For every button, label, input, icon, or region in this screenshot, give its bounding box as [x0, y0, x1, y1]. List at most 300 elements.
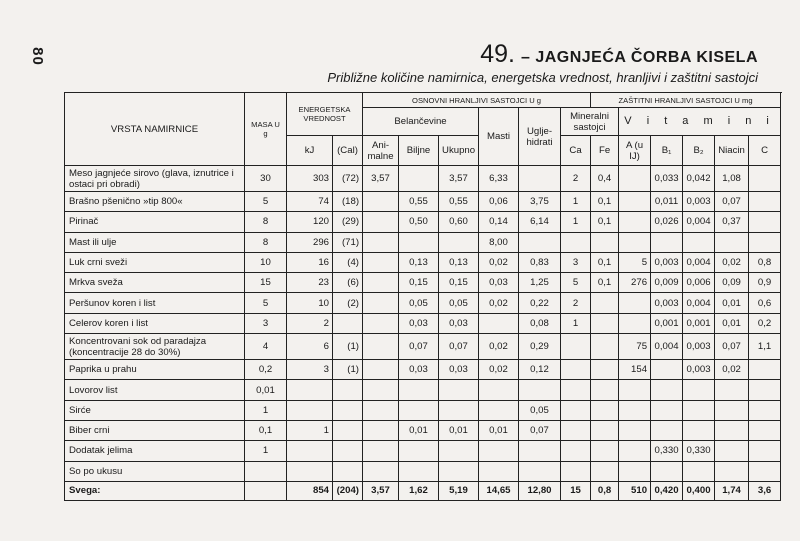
cell-animal [363, 252, 399, 272]
table-row [65, 441, 781, 461]
cell-carb: 3,75 [519, 192, 561, 212]
cell-plant: 0,01 [399, 420, 439, 440]
table-row [65, 232, 781, 252]
cell-c [749, 360, 781, 380]
cell-ca: 15 [561, 481, 591, 500]
cell-cal: (18) [333, 192, 363, 212]
header-animal: Ani-malne [363, 136, 399, 166]
cell-a [619, 192, 651, 212]
nutrition-table [64, 92, 781, 501]
cell-niacin [715, 232, 749, 252]
cell-total: 0,13 [439, 252, 479, 272]
cell-a [619, 441, 651, 461]
cell-c: 0,9 [749, 273, 781, 293]
cell-fe: 0,8 [591, 481, 619, 500]
header-mass: MASA U g [245, 93, 287, 166]
cell-kj: 3 [287, 360, 333, 380]
cell-mass: 1 [245, 400, 287, 420]
cell-total: 0,15 [439, 273, 479, 293]
cell-a: 5 [619, 252, 651, 272]
cell-kj: 854 [287, 481, 333, 500]
cell-a [619, 293, 651, 313]
cell-fat: 14,65 [479, 481, 519, 500]
cell-fat: 0,02 [479, 334, 519, 360]
cell-animal [363, 232, 399, 252]
cell-ca: 2 [561, 166, 591, 192]
cell-carb [519, 380, 561, 400]
cell-total: 0,03 [439, 360, 479, 380]
cell-mass [245, 481, 287, 500]
cell-plant [399, 380, 439, 400]
cell-cal: (4) [333, 252, 363, 272]
header-energy: ENERGETSKA VREDNOST [287, 93, 363, 136]
cell-fe: 0,1 [591, 212, 619, 232]
cell-a [619, 461, 651, 481]
cell-kj [287, 461, 333, 481]
cell-ca: 5 [561, 273, 591, 293]
table-row [65, 166, 781, 192]
cell-carb: 1,25 [519, 273, 561, 293]
cell-fe [591, 293, 619, 313]
header-fe: Fe [591, 136, 619, 166]
cell-b2: 0,004 [683, 252, 715, 272]
cell-a: 154 [619, 360, 651, 380]
cell-cal [333, 420, 363, 440]
cell-ca [561, 441, 591, 461]
cell-c: 0,6 [749, 293, 781, 313]
cell-food: Dodatak jelima [65, 441, 245, 461]
cell-b2: 0,330 [683, 441, 715, 461]
cell-niacin: 0,02 [715, 252, 749, 272]
cell-fe: 0,1 [591, 252, 619, 272]
cell-niacin [715, 441, 749, 461]
table-row [65, 380, 781, 400]
cell-c [749, 166, 781, 192]
table-row [65, 461, 781, 481]
cell-fe [591, 380, 619, 400]
cell-a [619, 420, 651, 440]
cell-carb: 0,12 [519, 360, 561, 380]
cell-carb [519, 461, 561, 481]
cell-a [619, 380, 651, 400]
cell-b2 [683, 461, 715, 481]
cell-b1: 0,003 [651, 293, 683, 313]
header-food: VRSTA NAMIRNICE [65, 93, 245, 166]
cell-mass: 8 [245, 212, 287, 232]
cell-kj [287, 400, 333, 420]
header-protective: ZAŠTITNI HRANLJIVI SASTOJCI U mg [591, 93, 781, 108]
header-vitamin-a: A (u IJ) [619, 136, 651, 166]
cell-fe [591, 420, 619, 440]
cell-ca [561, 360, 591, 380]
cell-niacin: 0,07 [715, 192, 749, 212]
cell-food: Sirće [65, 400, 245, 420]
cell-cal: (1) [333, 360, 363, 380]
cell-plant: 0,03 [399, 360, 439, 380]
cell-plant [399, 232, 439, 252]
page-title [480, 40, 758, 69]
cell-total: 5,19 [439, 481, 479, 500]
cell-animal [363, 461, 399, 481]
cell-cal: (72) [333, 166, 363, 192]
cell-plant: 0,05 [399, 293, 439, 313]
cell-c [749, 212, 781, 232]
cell-total: 0,01 [439, 420, 479, 440]
cell-ca: 1 [561, 313, 591, 333]
cell-animal: 3,57 [363, 166, 399, 192]
cell-food: Mrkva sveža [65, 273, 245, 293]
table-row [65, 420, 781, 440]
cell-food: Peršunov koren i list [65, 293, 245, 313]
cell-cal: (204) [333, 481, 363, 500]
cell-ca: 2 [561, 293, 591, 313]
cell-cal: (71) [333, 232, 363, 252]
cell-b1: 0,026 [651, 212, 683, 232]
cell-c: 0,8 [749, 252, 781, 272]
cell-animal [363, 400, 399, 420]
header-plant: Biljne [399, 136, 439, 166]
total-row [65, 481, 781, 500]
cell-mass: 0,01 [245, 380, 287, 400]
cell-carb: 0,07 [519, 420, 561, 440]
table-row [65, 400, 781, 420]
header-vitamin-b1: B₁ [651, 136, 683, 166]
cell-b1 [651, 360, 683, 380]
cell-c [749, 441, 781, 461]
cell-b2: 0,004 [683, 293, 715, 313]
cell-animal [363, 212, 399, 232]
header-vitamins: V i t a m i n i [619, 108, 781, 136]
cell-mass: 0,2 [245, 360, 287, 380]
cell-kj [287, 441, 333, 461]
cell-fe: 0,1 [591, 273, 619, 293]
cell-plant [399, 441, 439, 461]
cell-cal [333, 313, 363, 333]
cell-mass: 1 [245, 441, 287, 461]
cell-fat [479, 441, 519, 461]
cell-niacin [715, 380, 749, 400]
cell-b2: 0,003 [683, 192, 715, 212]
cell-b2: 0,003 [683, 360, 715, 380]
cell-cal [333, 441, 363, 461]
cell-niacin [715, 400, 749, 420]
cell-food: Lovorov list [65, 380, 245, 400]
cell-plant: 0,50 [399, 212, 439, 232]
cell-b1 [651, 461, 683, 481]
header-proteins: Belančevine [363, 108, 479, 136]
cell-animal: 3,57 [363, 481, 399, 500]
cell-ca: 1 [561, 212, 591, 232]
cell-a [619, 166, 651, 192]
cell-c [749, 380, 781, 400]
cell-kj: 23 [287, 273, 333, 293]
cell-b2: 0,001 [683, 313, 715, 333]
cell-total: 0,05 [439, 293, 479, 313]
cell-fat: 0,14 [479, 212, 519, 232]
cell-carb [519, 232, 561, 252]
cell-ca [561, 334, 591, 360]
cell-mass: 10 [245, 252, 287, 272]
cell-b2: 0,042 [683, 166, 715, 192]
cell-carb: 6,14 [519, 212, 561, 232]
cell-mass: 15 [245, 273, 287, 293]
cell-kj: 10 [287, 293, 333, 313]
cell-fat [479, 313, 519, 333]
header-niacin: Niacin [715, 136, 749, 166]
cell-fe [591, 360, 619, 380]
cell-b1: 0,033 [651, 166, 683, 192]
header-minerals: Mineralni sastojci [561, 108, 619, 136]
cell-fe [591, 461, 619, 481]
cell-ca: 3 [561, 252, 591, 272]
cell-ca [561, 380, 591, 400]
cell-total [439, 380, 479, 400]
cell-b2 [683, 232, 715, 252]
cell-mass: 30 [245, 166, 287, 192]
cell-b1 [651, 400, 683, 420]
cell-food: Mast ili ulje [65, 232, 245, 252]
cell-food: Biber crni [65, 420, 245, 440]
header-carbs: Uglje-hidrati [519, 108, 561, 166]
cell-b2 [683, 400, 715, 420]
cell-carb: 12,80 [519, 481, 561, 500]
cell-plant: 0,15 [399, 273, 439, 293]
cell-niacin: 0,09 [715, 273, 749, 293]
cell-food: So po ukusu [65, 461, 245, 481]
cell-cal [333, 400, 363, 420]
cell-fe [591, 334, 619, 360]
cell-ca: 1 [561, 192, 591, 212]
header-ca: Ca [561, 136, 591, 166]
cell-carb: 0,29 [519, 334, 561, 360]
cell-cal [333, 380, 363, 400]
cell-total: 0,07 [439, 334, 479, 360]
cell-fe [591, 400, 619, 420]
cell-mass [245, 461, 287, 481]
recipe-name: – JAGNJEĆA ČORBA KISELA [520, 49, 758, 66]
cell-fat: 0,06 [479, 192, 519, 212]
cell-animal [363, 441, 399, 461]
cell-food: Koncentrovani sok od paradajza (koncentracije 28 do 30%) [65, 334, 245, 360]
cell-fat: 0,02 [479, 293, 519, 313]
cell-b1: 0,001 [651, 313, 683, 333]
cell-total: 0,03 [439, 313, 479, 333]
page-number: 80 [28, 47, 46, 66]
cell-b2: 0,400 [683, 481, 715, 500]
cell-mass: 4 [245, 334, 287, 360]
cell-c [749, 461, 781, 481]
table-row [65, 252, 781, 272]
cell-animal [363, 313, 399, 333]
cell-plant [399, 461, 439, 481]
cell-c [749, 232, 781, 252]
cell-kj: 120 [287, 212, 333, 232]
cell-fat: 0,02 [479, 360, 519, 380]
cell-c [749, 420, 781, 440]
cell-niacin [715, 461, 749, 481]
cell-cal: (1) [333, 334, 363, 360]
header-vitamin-b2: B₂ [683, 136, 715, 166]
cell-total [439, 400, 479, 420]
cell-mass: 5 [245, 293, 287, 313]
cell-a [619, 400, 651, 420]
cell-animal [363, 293, 399, 313]
cell-food: Celerov koren i list [65, 313, 245, 333]
cell-fat: 6,33 [479, 166, 519, 192]
cell-plant [399, 400, 439, 420]
cell-b1: 0,330 [651, 441, 683, 461]
cell-food: Brašno pšenično »tip 800« [65, 192, 245, 212]
cell-b1: 0,004 [651, 334, 683, 360]
cell-plant: 0,07 [399, 334, 439, 360]
cell-fe [591, 232, 619, 252]
cell-food: Pirinač [65, 212, 245, 232]
table-row [65, 273, 781, 293]
table-row [65, 360, 781, 380]
cell-kj: 74 [287, 192, 333, 212]
cell-niacin: 1,08 [715, 166, 749, 192]
header-total: Ukupno [439, 136, 479, 166]
recipe-number: 49. [480, 40, 515, 68]
cell-fat [479, 400, 519, 420]
cell-fe [591, 441, 619, 461]
cell-niacin: 0,07 [715, 334, 749, 360]
cell-animal [363, 192, 399, 212]
cell-total: 3,57 [439, 166, 479, 192]
cell-b2 [683, 380, 715, 400]
cell-kj: 6 [287, 334, 333, 360]
cell-food: Luk crni sveži [65, 252, 245, 272]
cell-niacin [715, 420, 749, 440]
cell-carb: 0,83 [519, 252, 561, 272]
cell-carb [519, 441, 561, 461]
cell-fe [591, 313, 619, 333]
cell-mass: 5 [245, 192, 287, 212]
cell-a: 510 [619, 481, 651, 500]
cell-niacin: 0,37 [715, 212, 749, 232]
cell-plant: 0,13 [399, 252, 439, 272]
header-cal: (Cal) [333, 136, 363, 166]
header-kj: kJ [287, 136, 333, 166]
cell-b2: 0,003 [683, 334, 715, 360]
cell-carb: 0,08 [519, 313, 561, 333]
cell-fat: 0,01 [479, 420, 519, 440]
header-vitamin-c: C [749, 136, 781, 166]
cell-ca [561, 232, 591, 252]
table-row [65, 334, 781, 360]
cell-total [439, 232, 479, 252]
cell-fat: 0,03 [479, 273, 519, 293]
cell-animal [363, 380, 399, 400]
cell-niacin: 0,01 [715, 293, 749, 313]
table-row [65, 293, 781, 313]
cell-c: 0,2 [749, 313, 781, 333]
cell-food: Svega: [65, 481, 245, 500]
cell-b1: 0,003 [651, 252, 683, 272]
cell-b1 [651, 380, 683, 400]
cell-kj: 303 [287, 166, 333, 192]
cell-a: 276 [619, 273, 651, 293]
cell-total [439, 461, 479, 481]
cell-b2: 0,006 [683, 273, 715, 293]
cell-fat: 8,00 [479, 232, 519, 252]
cell-b1: 0,009 [651, 273, 683, 293]
cell-niacin: 1,74 [715, 481, 749, 500]
cell-plant: 0,03 [399, 313, 439, 333]
cell-b2 [683, 420, 715, 440]
cell-ca [561, 400, 591, 420]
cell-b2: 0,004 [683, 212, 715, 232]
cell-kj [287, 380, 333, 400]
cell-c: 3,6 [749, 481, 781, 500]
table-row [65, 212, 781, 232]
header-basic: OSNOVNI HRANLJIVI SASTOJCI U g [363, 93, 591, 108]
cell-mass: 8 [245, 232, 287, 252]
cell-fat [479, 380, 519, 400]
cell-carb: 0,05 [519, 400, 561, 420]
cell-c: 1,1 [749, 334, 781, 360]
cell-total [439, 441, 479, 461]
cell-a: 75 [619, 334, 651, 360]
cell-a [619, 212, 651, 232]
cell-total: 0,55 [439, 192, 479, 212]
cell-cal: (29) [333, 212, 363, 232]
cell-animal [363, 360, 399, 380]
cell-carb: 0,22 [519, 293, 561, 313]
cell-a [619, 313, 651, 333]
cell-mass: 3 [245, 313, 287, 333]
cell-cal: (2) [333, 293, 363, 313]
cell-mass: 0,1 [245, 420, 287, 440]
cell-niacin: 0,02 [715, 360, 749, 380]
cell-fat [479, 461, 519, 481]
cell-ca [561, 420, 591, 440]
cell-b1 [651, 420, 683, 440]
table-row [65, 313, 781, 333]
cell-plant [399, 166, 439, 192]
cell-animal [363, 420, 399, 440]
cell-c [749, 192, 781, 212]
cell-fat: 0,02 [479, 252, 519, 272]
cell-kj: 16 [287, 252, 333, 272]
cell-fe: 0,4 [591, 166, 619, 192]
cell-food: Paprika u prahu [65, 360, 245, 380]
cell-a [619, 232, 651, 252]
cell-ca [561, 461, 591, 481]
cell-plant: 1,62 [399, 481, 439, 500]
cell-c [749, 400, 781, 420]
cell-cal [333, 461, 363, 481]
cell-kj: 296 [287, 232, 333, 252]
cell-total: 0,60 [439, 212, 479, 232]
table-row [65, 192, 781, 212]
cell-b1 [651, 232, 683, 252]
cell-carb [519, 166, 561, 192]
page-subtitle: Približne količine namirnica, energetska vrednost, hranljivi i zaštitni sastojci [327, 70, 758, 85]
header-fats: Masti [479, 108, 519, 166]
cell-kj: 2 [287, 313, 333, 333]
cell-plant: 0,55 [399, 192, 439, 212]
cell-b1: 0,420 [651, 481, 683, 500]
cell-animal [363, 334, 399, 360]
cell-b1: 0,011 [651, 192, 683, 212]
cell-cal: (6) [333, 273, 363, 293]
cell-animal [363, 273, 399, 293]
cell-food: Meso jagnjeće sirovo (glava, iznutrice i ostaci pri obradi) [65, 166, 245, 192]
cell-niacin: 0,01 [715, 313, 749, 333]
cell-kj: 1 [287, 420, 333, 440]
cell-fe: 0,1 [591, 192, 619, 212]
